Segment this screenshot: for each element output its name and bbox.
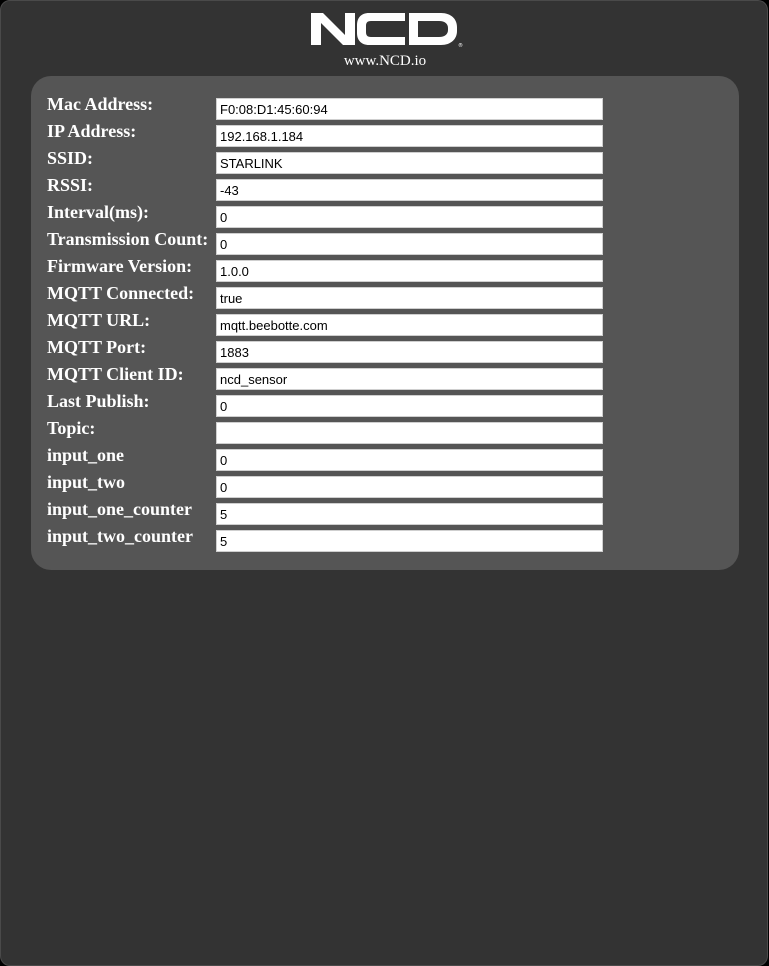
field-row-mqtt-connected (47, 283, 607, 310)
mqtt-port-label: MQTT Port: (47, 337, 147, 357)
ssid-field[interactable] (216, 152, 603, 174)
field-row-rssi (47, 175, 607, 202)
field-row-ip-address (47, 121, 607, 148)
field-row-input-one (47, 445, 607, 472)
field-row-input-two-counter (47, 526, 607, 553)
field-row-transmission-count (47, 229, 607, 256)
last-publish-label: Last Publish: (47, 391, 150, 411)
field-row-mqtt-port (47, 337, 607, 364)
input-two-counter-field[interactable] (216, 530, 603, 552)
device-info-panel (31, 76, 739, 570)
last-publish-field[interactable] (216, 395, 603, 417)
interval-label: Interval(ms): (47, 202, 149, 222)
field-row-topic (47, 418, 607, 445)
field-row-mqtt-client-id (47, 364, 607, 391)
firmware-version-label: Firmware Version: (47, 256, 193, 276)
field-row-interval (47, 202, 607, 229)
firmware-version-field[interactable] (216, 260, 603, 282)
ip-address-label: IP Address: (47, 121, 137, 141)
svg-text:®: ® (458, 43, 463, 49)
mqtt-port-field[interactable] (216, 341, 603, 363)
ncd-logo (309, 9, 461, 49)
transmission-count-field[interactable] (216, 233, 603, 255)
input-one-field[interactable] (216, 449, 603, 471)
site-url: www.NCD.io (343, 53, 427, 69)
field-row-input-one-counter (47, 499, 607, 526)
input-two-counter-label: input_two_counter (47, 526, 194, 546)
mqtt-url-field[interactable] (216, 314, 603, 336)
field-row-ssid (47, 148, 607, 175)
input-two-field[interactable] (216, 476, 603, 498)
interval-field[interactable] (216, 206, 603, 228)
mqtt-url-label: MQTT URL: (47, 310, 151, 330)
input-one-counter-label: input_one_counter (47, 499, 193, 519)
input-two-label: input_two (47, 472, 126, 492)
rssi-label: RSSI: (47, 175, 94, 195)
mqtt-connected-field[interactable] (216, 287, 603, 309)
mqtt-connected-label: MQTT Connected: (47, 283, 195, 303)
logo-text: NCD (309, 9, 312, 10)
header (1, 9, 769, 54)
mac-address-field[interactable] (216, 98, 603, 120)
field-row-last-publish (47, 391, 607, 418)
field-row-input-two (47, 472, 607, 499)
topic-label: Topic: (47, 418, 96, 438)
ssid-label: SSID: (47, 148, 94, 168)
topic-field[interactable] (216, 422, 603, 444)
input-one-label: input_one (47, 445, 125, 465)
transmission-count-label: Transmission Count: (47, 229, 209, 249)
field-row-mac-address (47, 94, 607, 121)
mac-address-label: Mac Address: (47, 94, 154, 114)
mqtt-client-id-field[interactable] (216, 368, 603, 390)
mqtt-client-id-label: MQTT Client ID: (47, 364, 184, 384)
field-row-mqtt-url (47, 310, 607, 337)
rssi-field[interactable] (216, 179, 603, 201)
ip-address-field[interactable] (216, 125, 603, 147)
field-row-firmware-version (47, 256, 607, 283)
input-one-counter-field[interactable] (216, 503, 603, 525)
